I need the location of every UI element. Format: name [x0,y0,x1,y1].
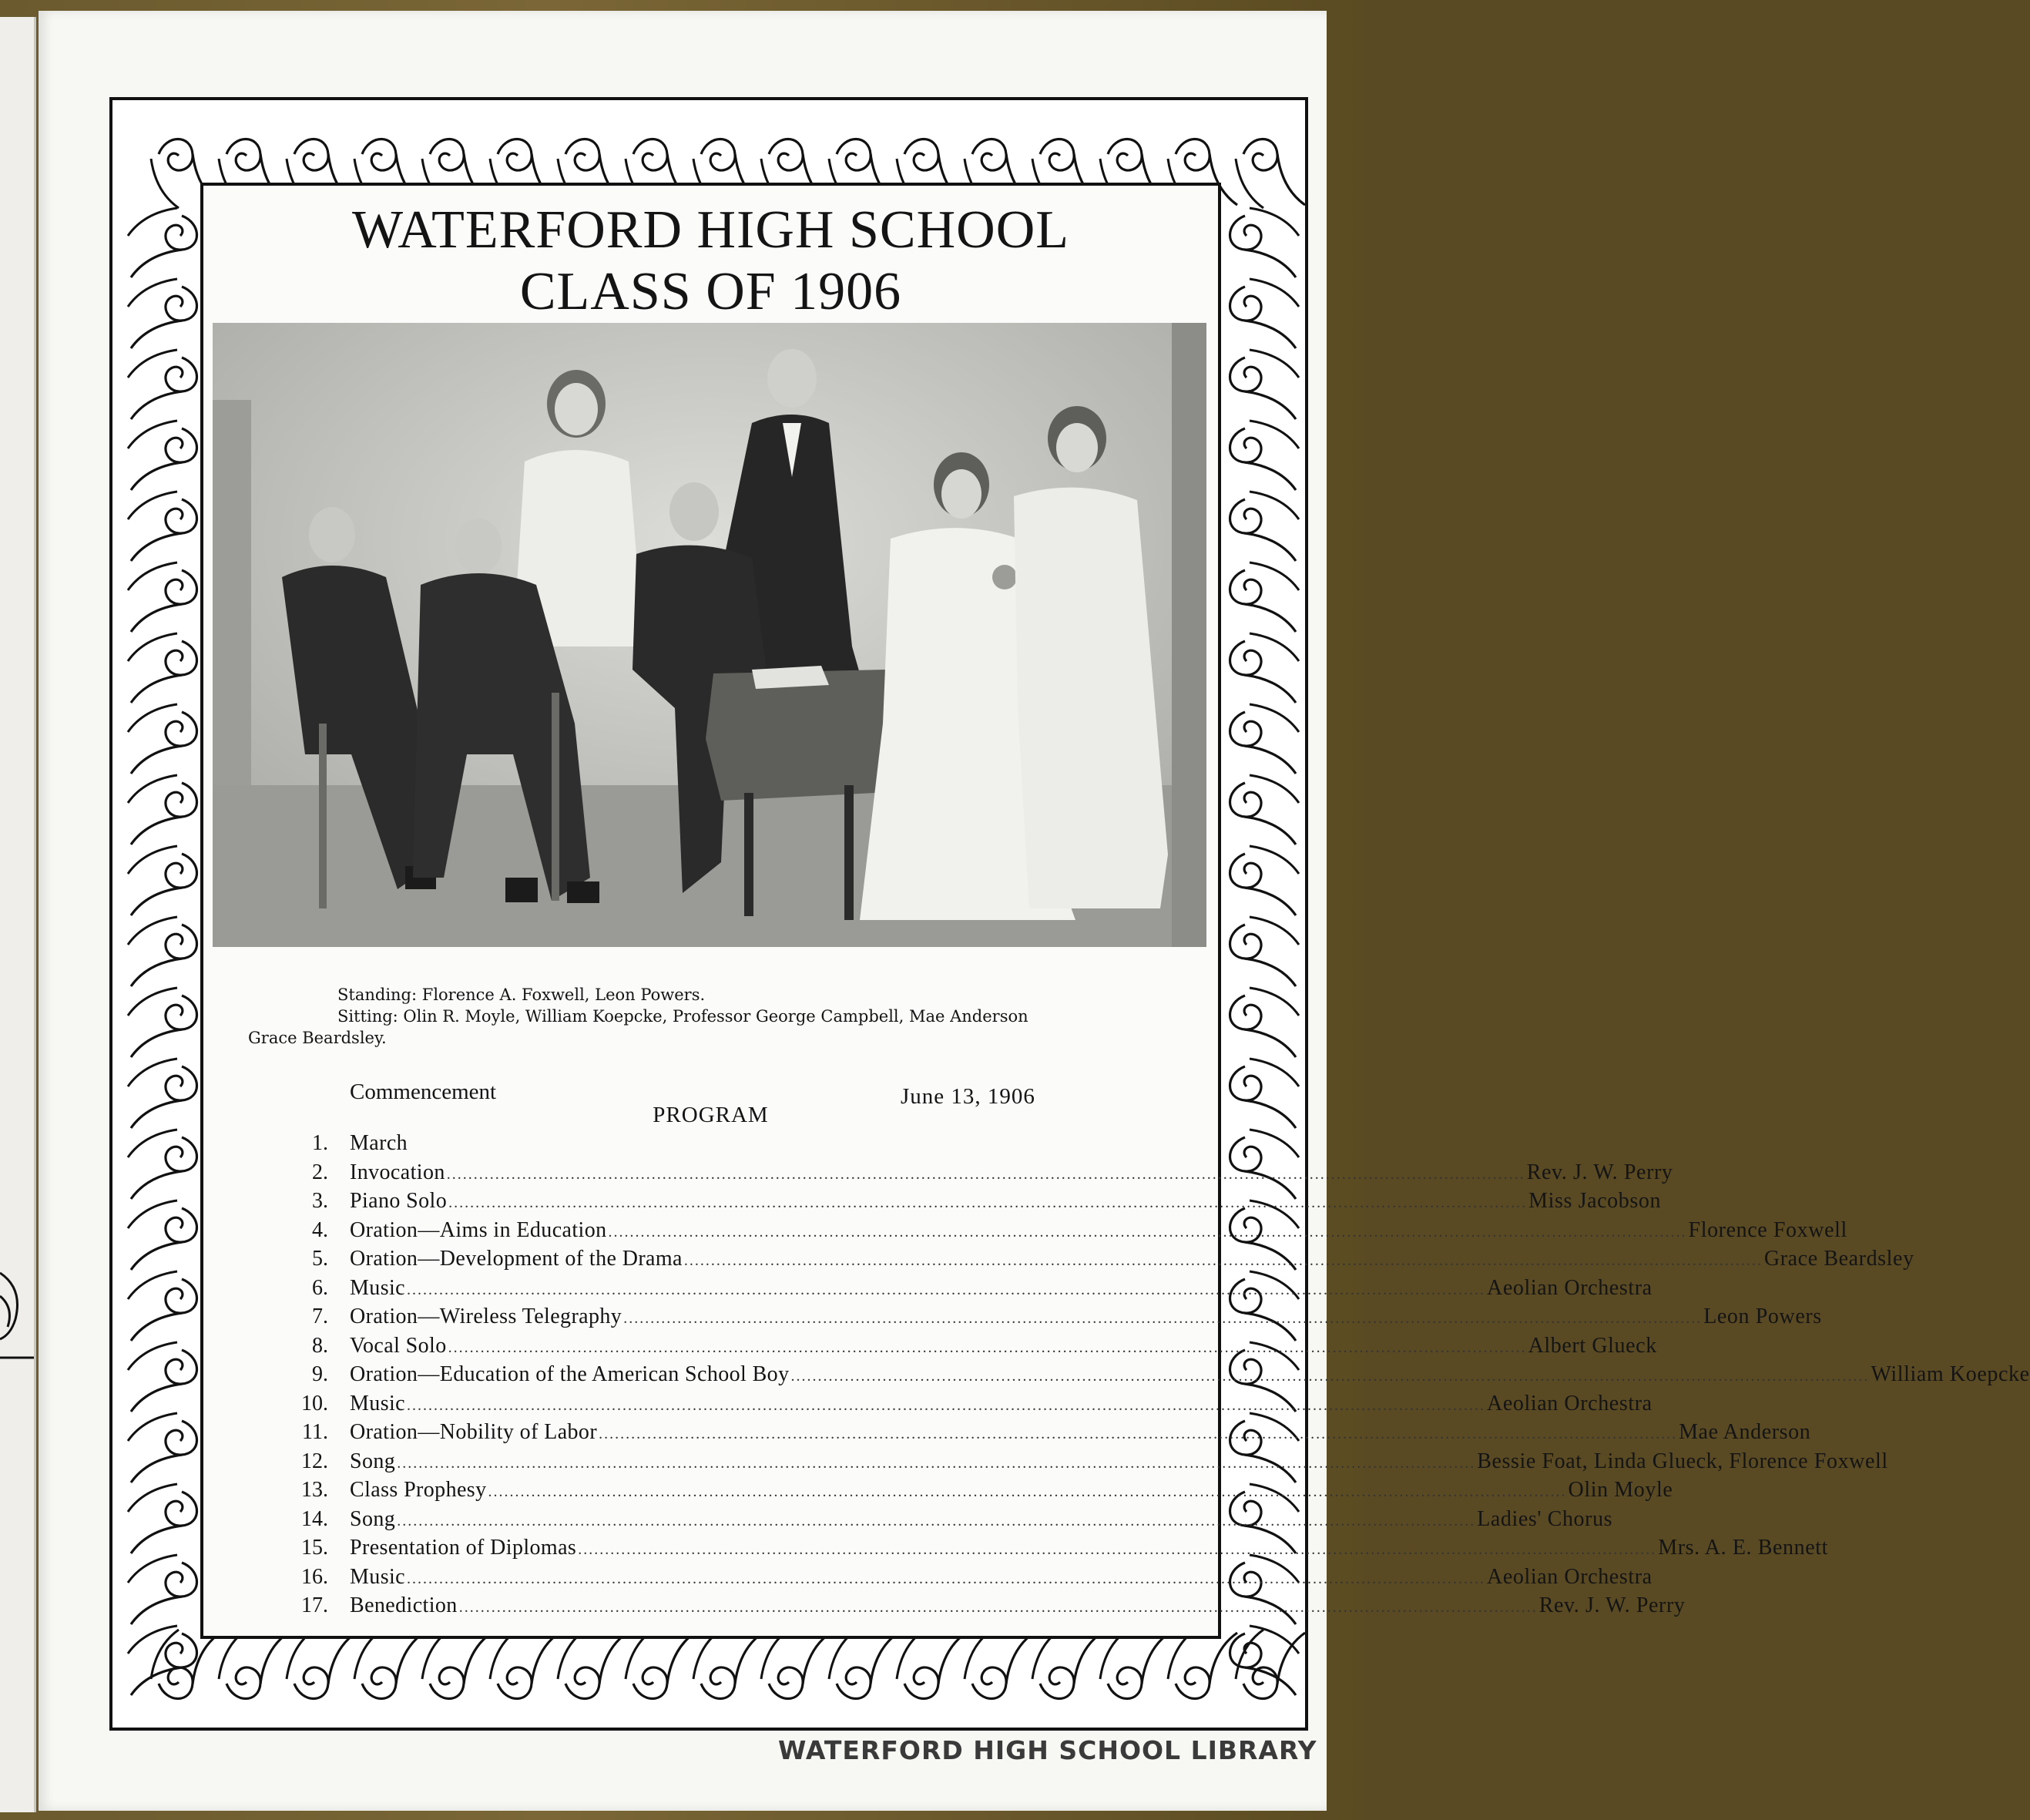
scroll-motif [1230,421,1300,490]
scroll-motif [151,1630,220,1699]
leader-dots: ........................................................................................................................................................................................................ [623,1310,1703,1327]
scroll-motif [128,1200,197,1270]
program-item-title: Vocal Solo [350,1333,447,1358]
scroll-motif [1230,633,1300,703]
program-item-performer: Leon Powers [1703,1305,1822,1328]
program-item-number: 2. [312,1160,328,1184]
program-item-title: Invocation [350,1160,445,1184]
leader-dots: ........................................................................................................................................................................................................ [397,1512,1476,1530]
program-item-title: Music [350,1275,405,1300]
program-item-number: 13. [301,1478,328,1502]
program-item [265,1389,1653,1419]
scroll-motif [128,704,197,774]
caption-sitting-continued: Grace Beardsley. [248,1029,387,1047]
leader-dots: ........................................................................................................................................................................................................ [488,1483,1567,1500]
program-item-number: 14. [301,1506,328,1531]
scroll-motif [128,1484,197,1553]
program-item-title: Oration—Education of the American School Boy [350,1362,790,1386]
program-item [265,1533,1829,1563]
scroll-motif [1230,917,1300,986]
program-item-performer: Mae Anderson [1679,1420,1811,1444]
scroll-motif [128,562,197,632]
program-item-number: 3. [312,1189,328,1213]
program-item-number: 8. [312,1333,328,1358]
scroll-motif [128,775,197,845]
scroll-motif [128,988,197,1057]
scroll-motif [693,1630,763,1699]
scroll-motif [558,1630,627,1699]
program-item-number: 6. [312,1275,328,1300]
leader-dots: ........................................................................................................................................................................................................ [448,1194,1528,1211]
scroll-motif [128,421,197,490]
program-item-title: Song [350,1506,396,1531]
program-item-performer: Ladies' Chorus [1477,1506,1613,1531]
photo-caption [248,984,1182,1049]
scroll-motif [1100,1630,1169,1699]
program-item [265,1591,1686,1620]
program-item-title: Song [350,1449,396,1473]
program-item-title: Presentation of Diplomas [350,1536,577,1560]
program-item-performer: Miss Jacobson [1528,1189,1662,1213]
scroll-motif [128,917,197,986]
program-item [265,1216,1847,1245]
program-item-number: 4. [312,1217,328,1242]
program-item-performer: Rev. J. W. Perry [1526,1160,1673,1184]
program-item-title: Music [350,1564,405,1589]
scroll-motif [1236,1630,1305,1699]
program-item [265,1274,1653,1303]
program-item-title: Class Prophesy [350,1478,487,1502]
program-item-title: Oration—Nobility of Labor [350,1420,598,1444]
program-item-performer: Florence Foxwell [1688,1217,1847,1242]
scroll-motif [1230,279,1300,348]
scroll-motif [128,279,197,348]
scroll-motif [1230,988,1300,1057]
scroll-motif [1032,1630,1102,1699]
program-item [265,1129,1151,1158]
facing-page-edge [0,17,36,1812]
program-item [265,1187,1662,1216]
program-item [265,1302,1822,1331]
class-photo-image [213,323,1206,947]
scroll-motif [128,1413,197,1483]
scroll-motif [965,1630,1034,1699]
program-item [265,1476,1673,1505]
page-title [203,200,1218,323]
scroll-motif [422,1630,492,1699]
scroll-motif [128,1342,197,1412]
program-item-performer: Mrs. A. E. Bennett [1658,1536,1829,1560]
class-photo [213,323,1206,947]
scroll-motif [128,1555,197,1624]
scroll-motif [1230,492,1300,561]
program-list [265,1129,2030,1620]
program-item [265,1244,1914,1274]
leader-dots: ........................................................................................................................................................................................................ [446,1165,1525,1183]
scroll-motif [626,1630,695,1699]
scroll-motif [354,1630,424,1699]
scroll-motif [287,1630,356,1699]
scroll-motif [1168,1630,1237,1699]
leader-dots: ........................................................................................................................................................................................................ [683,1252,1763,1269]
scroll-motif [128,633,197,703]
leader-dots: ........................................................................................................................................................................................................ [599,1425,1678,1442]
program-item-title: March [350,1131,408,1155]
program-item-number: 17. [301,1593,328,1617]
program-item [265,1158,1673,1187]
scroll-motif [219,1630,288,1699]
scroll-motif [1230,350,1300,419]
program-item [265,1331,1657,1361]
scroll-motif [1236,139,1305,209]
program-item [265,1418,1811,1447]
program-item-title: Benediction [350,1593,458,1617]
facing-page-ornament [0,1265,34,1365]
leader-dots: ........................................................................................................................................................................................................ [578,1541,1657,1558]
scroll-motif [128,1271,197,1341]
library-stamp: WATERFORD HIGH SCHOOL LIBRARY [778,1735,1317,1765]
program-item-performer: William Koepcke [1871,1362,2030,1386]
program-item-title: Music [350,1391,405,1415]
leader-dots: ........................................................................................................................................................................................................ [608,1223,1687,1241]
leader-dots: ........................................................................................................................................................................................................ [448,1338,1527,1356]
leader-dots: ........................................................................................................................................................................................................ [407,1570,1485,1587]
program-item [265,1360,2030,1389]
program-item-number: 11. [302,1420,328,1444]
program-item-performer: Albert Glueck [1528,1333,1657,1358]
program-item [265,1447,1888,1476]
scroll-motif [128,1626,197,1695]
leader-dots: ........................................................................................................................................................................................................ [458,1599,1538,1616]
program-item-performer: Aeolian Orchestra [1487,1275,1653,1300]
program-item-number: 7. [312,1305,328,1328]
program-item-number: 9. [312,1362,328,1386]
title-line-class: CLASS OF 1906 [519,262,902,321]
scroll-motif [128,1059,197,1128]
program-item-title: Oration—Development of the Drama [350,1247,683,1271]
program-item-number: 16. [301,1564,328,1589]
scroll-motif [1230,775,1300,845]
scroll-motif [1230,1059,1300,1128]
program-item-performer: Grace Beardsley [1763,1247,1914,1271]
program-item-number: 10. [301,1391,328,1415]
program-item-performer: Bessie Foat, Linda Glueck, Florence Foxwell [1477,1449,1888,1473]
title-line-school: WATERFORD HIGH SCHOOL [351,200,1070,260]
scroll-motif [1230,704,1300,774]
caption-standing: Standing: Florence A. Foxwell, Leon Powers. [337,986,706,1004]
program-item-title: Oration—Aims in Education [350,1217,607,1242]
program-item-title: Piano Solo [350,1189,448,1213]
leader-dots: ........................................................................................................................................................................................................ [397,1454,1476,1472]
scroll-motif [128,492,197,561]
scroll-motif [829,1630,898,1699]
event-name: Commencement [350,1080,497,1104]
program-item-performer: Aeolian Orchestra [1487,1564,1653,1589]
program-item-title: Oration—Wireless Telegraphy [350,1305,622,1328]
scroll-motif [1230,846,1300,915]
program-heading: PROGRAM [653,1103,769,1127]
leader-dots: ........................................................................................................................................................................................................ [407,1396,1485,1414]
yearbook-page [39,11,2030,1811]
program-item [265,1563,1653,1592]
scroll-motif [1230,208,1300,277]
program-item-number: 12. [301,1449,328,1473]
program-item [265,1505,1613,1534]
scroll-motif [128,846,197,915]
program-item-number: 1. [312,1131,328,1155]
scroll-motif [897,1630,966,1699]
program-item-number: 15. [301,1536,328,1560]
scroll-motif [1230,562,1300,632]
leader-dots: ........................................................................................................................................................................................................ [790,1368,1870,1385]
program-item-performer: Aeolian Orchestra [1487,1391,1653,1415]
caption-sitting: Sitting: Olin R. Moyle, William Koepcke, Professor George Campbell, Mae Anderson [337,1007,1028,1026]
program-item-number: 5. [312,1247,328,1271]
scroll-motif [128,1130,197,1199]
program-panel [200,183,2030,1639]
scroll-motif [490,1630,559,1699]
program-item-performer: Olin Moyle [1568,1478,1673,1502]
scroll-motif [128,208,197,277]
program-item-performer: Rev. J. W. Perry [1538,1593,1686,1617]
scroll-motif [761,1630,830,1699]
scroll-motif [128,350,197,419]
event-date: June 13, 1906 [901,1084,1035,1109]
leader-dots: ........................................................................................................................................................................................................ [407,1281,1485,1298]
